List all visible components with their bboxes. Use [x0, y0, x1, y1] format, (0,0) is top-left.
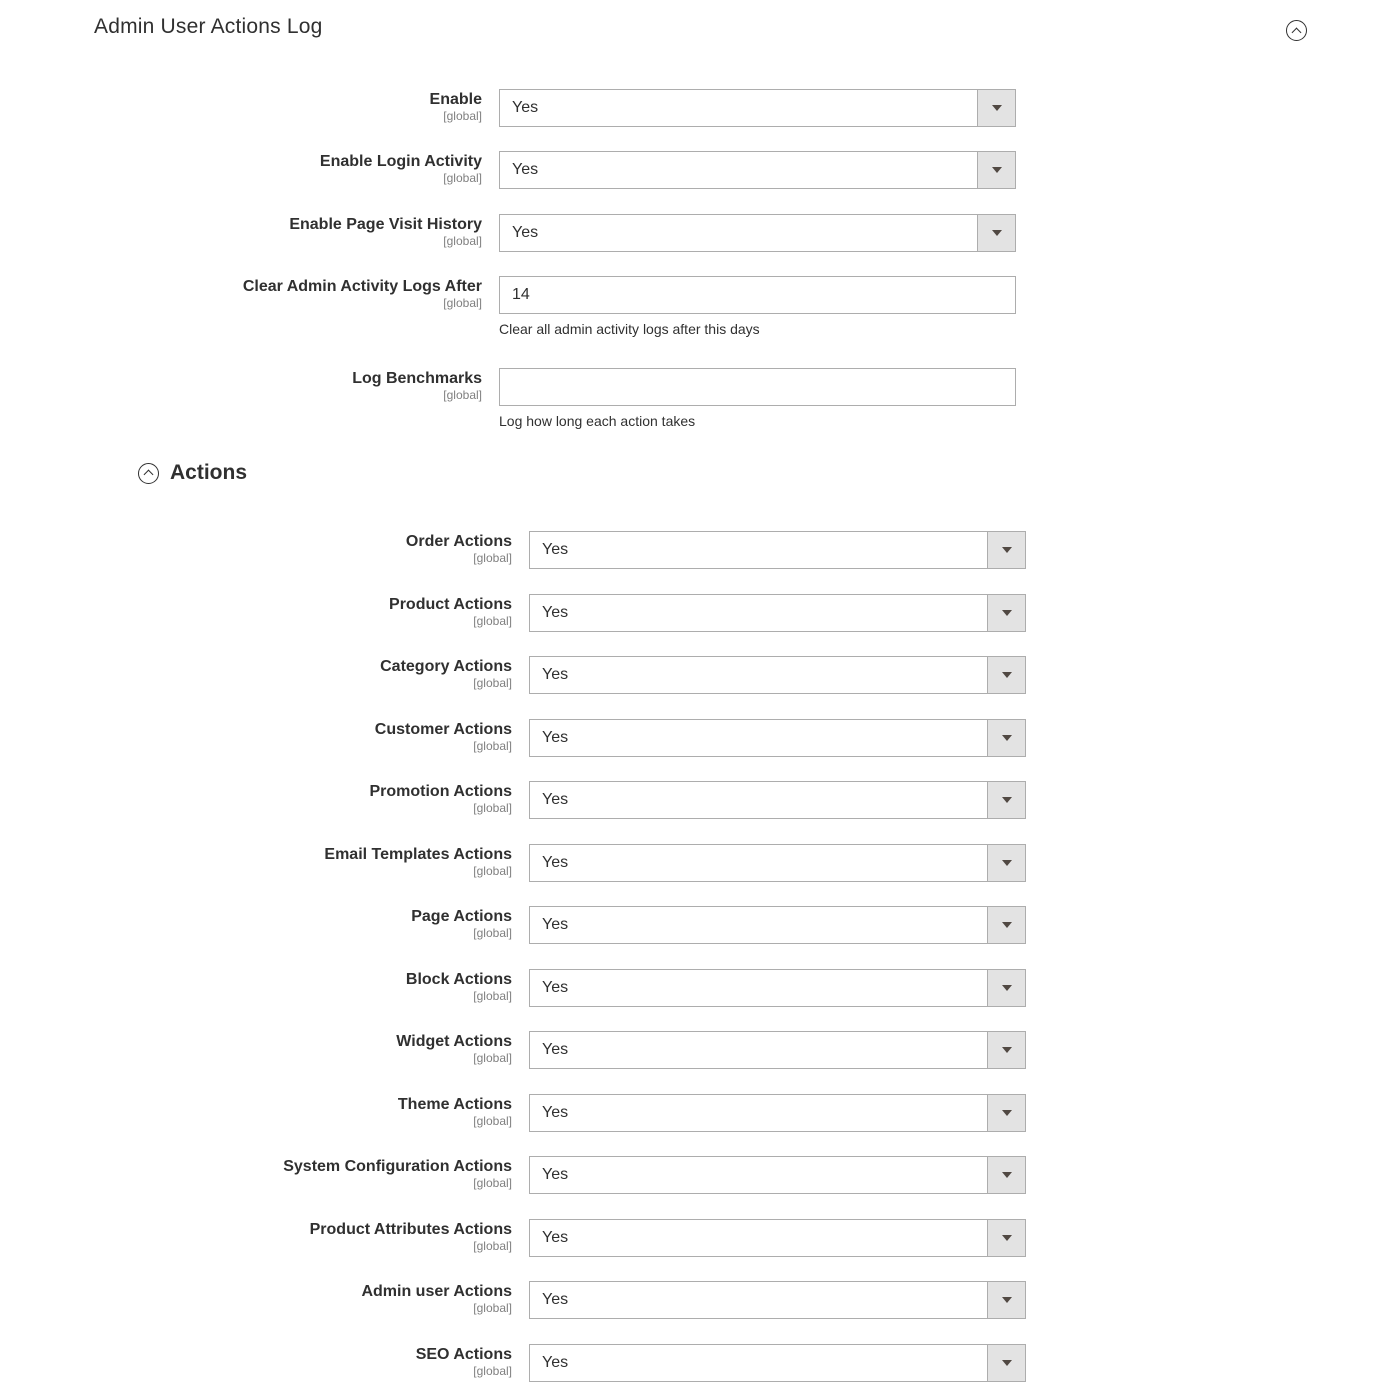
field-label-wrap [310, 1220, 512, 1253]
field-label-wrap [320, 152, 482, 185]
dropdown-button[interactable] [987, 1345, 1025, 1381]
select-value: Yes [542, 728, 569, 746]
page-actions-select[interactable] [529, 906, 1026, 944]
field-label-wrap [389, 595, 512, 628]
caret-down-icon [1002, 922, 1012, 928]
field-label: Email Templates Actions [324, 845, 512, 863]
field-label-wrap [352, 369, 482, 402]
scope-label: [global] [443, 109, 482, 123]
field-label: Theme Actions [397, 1095, 512, 1113]
field-label: System Configuration Actions [283, 1158, 512, 1175]
dropdown-button[interactable] [987, 1282, 1025, 1318]
field-note: Log how long each action takes [499, 413, 696, 429]
field-label-wrap [380, 657, 512, 690]
dropdown-button[interactable] [987, 782, 1025, 818]
field-label-wrap [289, 215, 482, 248]
dropdown-button[interactable] [987, 657, 1025, 693]
select-value: Yes [542, 666, 569, 683]
collapse-section-button[interactable] [1286, 20, 1307, 41]
field-label-wrap [243, 277, 482, 310]
caret-down-icon [1002, 1360, 1012, 1366]
dropdown-button[interactable] [987, 907, 1025, 943]
chevron-up-icon [1292, 27, 1302, 37]
select-value: Yes [512, 99, 539, 116]
caret-down-icon [1002, 1235, 1012, 1241]
log-benchmarks-input[interactable] [499, 368, 1016, 406]
field-label: Enable Login Activity [319, 153, 482, 170]
field-label: Admin user Actions [361, 1283, 512, 1300]
select-value: Yes [542, 541, 569, 558]
scope-label: [global] [473, 1176, 512, 1190]
seo-actions-select[interactable] [529, 1344, 1026, 1382]
dropdown-button[interactable] [987, 845, 1025, 881]
field-label: Clear Admin Activity Logs After [242, 278, 482, 295]
field-label-wrap [411, 907, 512, 940]
field-label: SEO Actions [415, 1345, 512, 1363]
field-label-wrap [398, 1095, 512, 1128]
field-label: Enable Page Visit History [289, 216, 482, 233]
block-actions-select[interactable] [529, 969, 1026, 1007]
field-row-widget-actions [0, 1031, 1400, 1069]
dropdown-button[interactable] [987, 1220, 1025, 1256]
field-row-clear-admin-activity-logs-after [0, 276, 1400, 337]
scope-label: [global] [473, 801, 512, 815]
dropdown-button[interactable] [987, 720, 1025, 756]
caret-down-icon [1002, 610, 1012, 616]
select-value: Yes [542, 603, 569, 621]
section-title: Admin User Actions Log [94, 15, 323, 38]
field-label: Category Actions [380, 658, 512, 675]
scope-label: [global] [473, 988, 512, 1003]
select-value: Yes [542, 1103, 569, 1121]
select-value: Yes [512, 161, 539, 178]
field-row-theme-actions [0, 1094, 1400, 1132]
dropdown-button[interactable] [987, 970, 1025, 1006]
email-templates-actions-select[interactable] [529, 844, 1026, 882]
select-value: Yes [512, 224, 539, 241]
field-row-promotion-actions [0, 781, 1400, 819]
field-label-wrap [283, 1157, 512, 1190]
scope-label: [global] [443, 388, 482, 402]
scope-label: [global] [473, 551, 512, 565]
scope-label: [global] [473, 1238, 512, 1253]
select-value: Yes [542, 853, 569, 871]
select-value: Yes [542, 1228, 569, 1246]
field-label: Product Attributes Actions [309, 1220, 512, 1238]
field-label-wrap [416, 1345, 512, 1378]
field-label-wrap [361, 1282, 512, 1315]
field-label: Widget Actions [396, 1033, 512, 1050]
field-row-block-actions [0, 969, 1400, 1007]
dropdown-button[interactable] [977, 90, 1015, 126]
dropdown-button[interactable] [987, 1095, 1025, 1131]
product-attributes-actions-select[interactable] [529, 1219, 1026, 1257]
field-row-email-templates-actions [0, 844, 1400, 882]
field-label: Order Actions [405, 533, 512, 550]
scope-label: [global] [443, 171, 482, 185]
select-value: Yes [542, 916, 569, 933]
select-value: Yes [542, 1291, 569, 1308]
product-actions-select[interactable] [529, 594, 1026, 632]
scope-label: [global] [473, 1051, 512, 1065]
caret-down-icon [992, 230, 1002, 236]
field-label-wrap [324, 845, 512, 878]
clear-admin-activity-logs-after-input[interactable]: 14 [499, 276, 1016, 314]
field-row-customer-actions [0, 719, 1400, 757]
dropdown-button[interactable] [987, 532, 1025, 568]
collapse-circle-icon [138, 463, 159, 484]
scope-label: [global] [473, 1301, 512, 1315]
scope-label: [global] [473, 1113, 512, 1128]
field-label-wrap [369, 782, 512, 815]
actions-group-toggle[interactable] [138, 458, 247, 488]
scope-label: [global] [473, 926, 512, 940]
category-actions-select[interactable] [529, 656, 1026, 694]
dropdown-button[interactable] [987, 1032, 1025, 1068]
field-label: Customer Actions [374, 720, 512, 738]
field-label-wrap [406, 970, 512, 1003]
caret-down-icon [992, 105, 1002, 111]
scope-label: [global] [473, 738, 512, 753]
select-value: Yes [542, 791, 569, 808]
enable-select[interactable] [499, 89, 1016, 127]
field-row-enable [0, 89, 1400, 127]
scope-label: [global] [443, 234, 482, 248]
field-note: Clear all admin activity logs after this days [499, 321, 760, 337]
scope-label: [global] [473, 676, 512, 690]
dropdown-button[interactable] [977, 215, 1015, 251]
actions-group-title: Actions [170, 461, 248, 484]
field-label: Log Benchmarks [352, 370, 482, 387]
caret-down-icon [1002, 985, 1012, 991]
field-row-product-attributes-actions [0, 1219, 1400, 1257]
field-row-seo-actions [0, 1344, 1400, 1382]
caret-down-icon [1002, 1047, 1012, 1053]
field-label: Page Actions [411, 908, 512, 925]
field-label: Block Actions [405, 970, 512, 988]
enable-login-activity-select[interactable] [499, 151, 1016, 189]
dropdown-button[interactable] [977, 152, 1015, 188]
field-label-wrap [406, 532, 512, 565]
scope-label: [global] [473, 1363, 512, 1378]
field-label-wrap [396, 1032, 512, 1065]
caret-down-icon [1002, 735, 1012, 741]
caret-down-icon [1002, 1172, 1012, 1178]
field-row-page-actions [0, 906, 1400, 944]
select-value: Yes [542, 1166, 569, 1183]
customer-actions-select[interactable] [529, 719, 1026, 757]
chevron-up-icon [144, 470, 154, 480]
select-value: Yes [542, 1353, 569, 1371]
field-row-admin-user-actions [0, 1281, 1400, 1319]
caret-down-icon [1002, 1110, 1012, 1116]
promotion-actions-select[interactable] [529, 781, 1026, 819]
field-row-product-actions [0, 594, 1400, 632]
scope-label: [global] [443, 296, 482, 310]
caret-down-icon [1002, 547, 1012, 553]
widget-actions-select[interactable] [529, 1031, 1026, 1069]
theme-actions-select[interactable] [529, 1094, 1026, 1132]
order-actions-select[interactable] [529, 531, 1026, 569]
field-row-enable-login-activity [0, 151, 1400, 189]
select-value: Yes [542, 978, 569, 996]
dropdown-button[interactable] [987, 595, 1025, 631]
scope-label: [global] [473, 613, 512, 628]
caret-down-icon [1002, 797, 1012, 803]
admin-user-actions-select[interactable] [529, 1281, 1026, 1319]
field-row-log-benchmarks [0, 368, 1400, 429]
select-value: Yes [542, 1041, 569, 1058]
field-row-order-actions [0, 531, 1400, 569]
field-label: Product Actions [389, 595, 512, 613]
field-label-wrap [375, 720, 512, 753]
caret-down-icon [1002, 860, 1012, 866]
caret-down-icon [992, 167, 1002, 173]
caret-down-icon [1002, 1297, 1012, 1303]
field-label: Enable [429, 91, 482, 108]
system-configuration-actions-select[interactable] [529, 1156, 1026, 1194]
field-label-wrap [430, 90, 482, 123]
field-row-enable-page-visit-history [0, 214, 1400, 252]
field-row-system-configuration-actions [0, 1156, 1400, 1194]
dropdown-button[interactable] [987, 1157, 1025, 1193]
scope-label: [global] [473, 863, 512, 878]
enable-page-visit-history-select[interactable] [499, 214, 1016, 252]
field-row-category-actions [0, 656, 1400, 694]
field-label: Promotion Actions [369, 783, 512, 800]
caret-down-icon [1002, 672, 1012, 678]
